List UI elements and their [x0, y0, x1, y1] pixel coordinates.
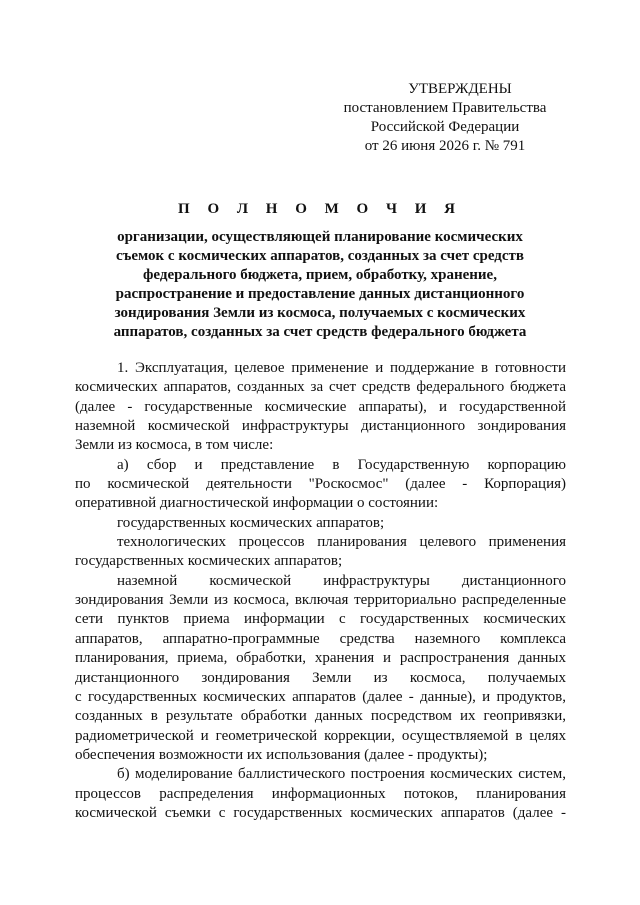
- body-line: б) моделирование баллистического построения космических систем,: [117, 766, 566, 783]
- document-subtitle: [60, 228, 580, 342]
- body-line: космических аппаратов, созданных за счет средств федерального бюджета: [75, 379, 566, 396]
- body-line: Земли из космоса, в том числе:: [75, 437, 274, 454]
- body-line: наземной космической инфраструктуры дистанционного: [117, 572, 566, 589]
- body-line: созданных в результате обработки данных посредством их геопривязки,: [75, 708, 566, 725]
- subtitle-line: распространение и предоставление данных дистанционного: [115, 286, 525, 302]
- body-line: планирования, приема, обработки, хранения и распространения данных: [75, 650, 566, 667]
- body-line: (далее - государственные космические аппараты), и государственной: [75, 398, 566, 415]
- body-line: по космической деятельности "Роскосмос" (далее - Корпорация): [75, 476, 566, 493]
- body-line: оперативной диагностической информации о состоянии:: [75, 495, 439, 512]
- body-line: 1. Эксплуатация, целевое применение и поддержание в готовности: [117, 360, 566, 376]
- body-line: технологических процессов планирования целевого применения: [117, 534, 566, 551]
- document-body: [75, 359, 566, 823]
- body-line: а) сбор и представление в Государственную корпорацию: [117, 456, 566, 473]
- approval-line: постановлением Правительства: [343, 100, 547, 116]
- subtitle-line: зондирования Земли из космоса, получаемых с космических: [114, 305, 526, 321]
- approval-heading: УТВЕРЖДЕНЫ: [408, 81, 512, 97]
- approval-date-line: от 26 июня 2026 г. № 791: [364, 138, 526, 154]
- document-title: П О Л Н О М О Ч И Я: [178, 201, 462, 217]
- body-line: зондирования Земли из космоса, включая территориально распределенные: [75, 592, 566, 609]
- body-line: с государственных космических аппаратов (далее - данные), и продуктов,: [75, 688, 566, 705]
- subtitle-line: федерального бюджета, прием, обработку, хранение,: [143, 267, 497, 283]
- body-line: дистанционного зондирования Земли из космоса, получаемых: [75, 669, 566, 686]
- approval-stamp: [320, 80, 570, 156]
- subtitle-line: съемок с космических аппаратов, созданных за счет средств: [115, 248, 525, 264]
- body-line: наземной космической инфраструктуры дистанционного зондирования: [75, 418, 566, 435]
- body-line: государственных космических аппаратов;: [117, 514, 385, 531]
- body-line: обеспечения возможности их использования (далее - продукты);: [75, 746, 488, 763]
- body-line: радиометрической и геометрической коррекции, осуществляемой в целях: [75, 727, 566, 744]
- subtitle-line: аппаратов, созданных за счет средств федерального бюджета: [113, 324, 527, 340]
- body-line: государственных космических аппаратов;: [75, 553, 343, 570]
- body-line: аппаратов, аппаратно-программные средства наземного комплекса: [75, 630, 566, 647]
- body-line: процессов распределения информационных потоков, планирования: [75, 785, 566, 802]
- body-line: космической съемки с государственных космических аппаратов (далее -: [75, 804, 566, 821]
- subtitle-line: организации, осуществляющей планирование космических: [117, 229, 523, 245]
- approval-line: Российской Федерации: [370, 119, 520, 135]
- body-line: сети пунктов приема информации с государственных космических: [75, 611, 566, 628]
